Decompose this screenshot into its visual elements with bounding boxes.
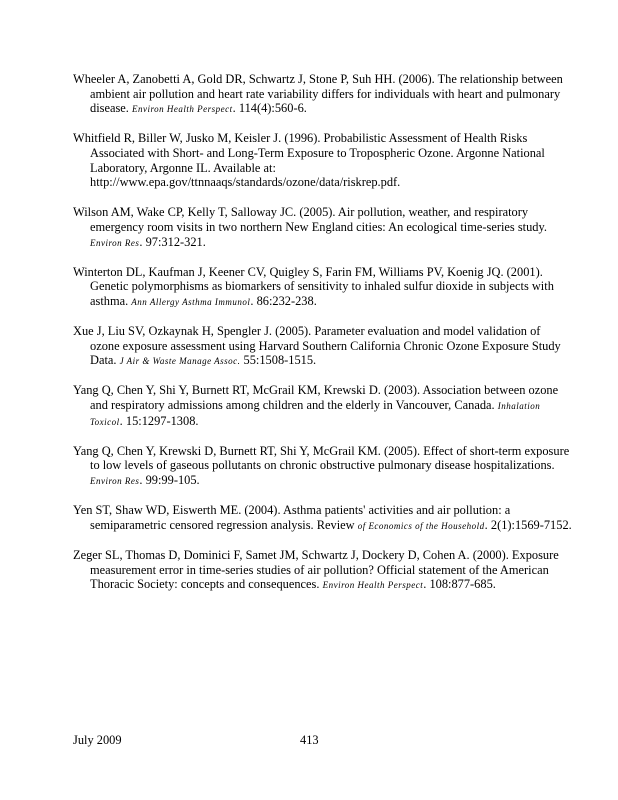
reference-entry bbox=[73, 205, 573, 250]
reference-journal: of Economics of the Household bbox=[357, 520, 485, 531]
reference-journal: J Air & Waste Manage Assoc. bbox=[119, 356, 241, 367]
reference-text: Whitfield R, Biller W, Jusko M, Keisler J. (1996). Probabilistic Assessment of Health Risks Associated with Short- and Long-Term Exposure to Tropospheric Ozone. Argonne National Laboratory, Argonne IL. Available at: http://www.epa.gov/ttnnaaqs/standards/ozone/data/riskrep.pdf. bbox=[73, 131, 545, 190]
reference-citation: . 2(1):1569-7152. bbox=[484, 517, 572, 532]
reference-text: Xue J, Liu SV, Ozkaynak H, Spengler J. (2005). Parameter evaluation and model validation of ozone exposure assessment using Harvard Southern California Chronic Ozone Exposure Study Data. bbox=[73, 324, 561, 368]
reference-journal: Environ Res bbox=[90, 476, 140, 487]
reference-journal: Environ Res bbox=[90, 237, 140, 248]
reference-entry bbox=[73, 548, 573, 593]
reference-entry bbox=[73, 265, 573, 310]
reference-entry bbox=[73, 324, 573, 369]
footer-date: July 2009 bbox=[73, 733, 122, 747]
page-number: 413 bbox=[300, 733, 319, 747]
reference-entry bbox=[73, 131, 573, 190]
reference-citation: . 86:232-238. bbox=[250, 293, 317, 308]
reference-text: Wilson AM, Wake CP, Kelly T, Salloway JC. (2005). Air pollution, weather, and respiratory emergency room visits in two northern New England cities: An ecological time-series study. bbox=[73, 205, 547, 234]
reference-citation: . 114(4):560-6. bbox=[232, 101, 307, 116]
reference-entry bbox=[73, 72, 573, 117]
reference-citation: . 99:99-105. bbox=[139, 473, 200, 488]
reference-citation: . 97:312-321. bbox=[139, 234, 206, 249]
reference-text: Wheeler A, Zanobetti A, Gold DR, Schwartz J, Stone P, Suh HH. (2006). The relationship between ambient air pollution and heart rate variability differs for individuals with heart and pulmonary disease. bbox=[73, 72, 563, 116]
reference-text: Zeger SL, Thomas D, Dominici F, Samet JM, Schwartz J, Dockery D, Cohen A. (2000). Exposure measurement error in time-series studies of air pollution? Official statement of the American Thoracic Society: concepts and consequences. bbox=[73, 548, 559, 592]
reference-citation: . 15:1297-1308. bbox=[119, 413, 199, 428]
reference-citation: 55:1508-1515. bbox=[240, 353, 317, 368]
reference-journal: Environ Health Perspect bbox=[131, 104, 233, 115]
reference-text: Yen ST, Shaw WD, Eiswerth ME. (2004). Asthma patients' activities and air pollution: a semiparametric censored regression analysis. Review bbox=[73, 503, 511, 532]
reference-citation: . 108:877-685. bbox=[423, 577, 496, 592]
reference-text: Winterton DL, Kaufman J, Keener CV, Quigley S, Farin FM, Williams PV, Koenig JQ. (2001). Genetic polymorphisms as biomarkers of sensitivity to inhaled sulfur dioxide in subjects with asthma. bbox=[73, 264, 554, 308]
reference-text: Yang Q, Chen Y, Krewski D, Burnett RT, Shi Y, McGrail KM. (2005). Effect of short-term exposure to low levels of gaseous pollutants on chronic obstructive pulmonary disease hospitalizations. bbox=[73, 443, 570, 473]
reference-entry bbox=[73, 503, 573, 533]
reference-entry bbox=[73, 383, 573, 429]
reference-list bbox=[73, 72, 573, 607]
reference-journal: Inhalation Toxicol bbox=[90, 401, 541, 427]
reference-journal: Ann Allergy Asthma Immunol bbox=[131, 296, 251, 307]
reference-journal: Environ Health Perspect bbox=[322, 580, 424, 591]
reference-entry bbox=[73, 444, 573, 489]
reference-text: Yang Q, Chen Y, Shi Y, Burnett RT, McGrail KM, Krewski D. (2003). Association between ozone and respiratory admissions among children and the elderly in Vancouver, Canada. bbox=[73, 383, 559, 413]
